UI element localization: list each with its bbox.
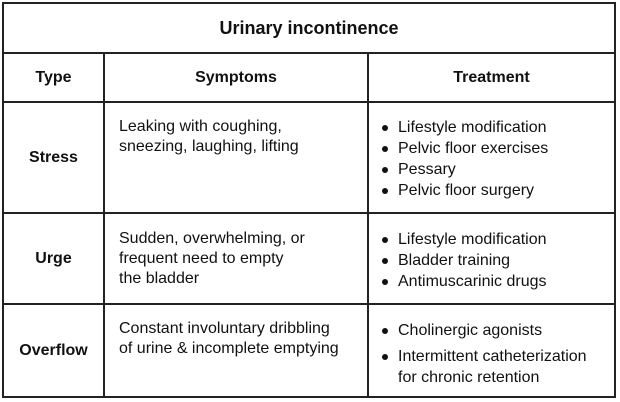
treatment-item: Antimuscarinic drugs [380, 271, 614, 292]
treatment-text: Intermittent catheterization [398, 348, 587, 365]
header-treatment: Treatment [453, 68, 530, 86]
treatment-item: Bladder training [380, 250, 614, 271]
row-type-overflow: Overflow [19, 341, 88, 359]
symptom-line: sneezing, laughing, lifting [119, 138, 299, 155]
treatment-item: Pelvic floor exercises [380, 138, 614, 159]
symptom-line: Constant involuntary dribbling [119, 320, 330, 337]
treatment-item: Cholinergic agonists [380, 320, 614, 341]
treatment-item: Pessary [380, 159, 614, 180]
incontinence-table [2, 2, 616, 398]
symptom-line: Leaking with coughing, [119, 118, 282, 135]
symptom-line: of urine & incomplete emptying [119, 340, 339, 357]
row-treatment-urge [380, 229, 614, 292]
symptom-line: frequent need to empty [119, 250, 284, 267]
column-divider-2 [367, 54, 369, 396]
header-type: Type [35, 68, 72, 86]
row-treatment-overflow [380, 320, 614, 388]
header-symptoms: Symptoms [195, 68, 277, 86]
symptom-line: the bladder [119, 270, 200, 287]
row-treatment-stress [380, 117, 614, 201]
table-title: Urinary incontinence [4, 4, 614, 54]
symptom-line: Sudden, overwhelming, or [119, 230, 305, 247]
row-symptoms-stress [105, 103, 367, 212]
row-symptoms-urge [105, 214, 367, 303]
treatment-item: Lifestyle modification [380, 229, 614, 250]
treatment-item [380, 346, 614, 388]
row-symptoms-overflow [105, 305, 367, 396]
treatment-text-continued: for chronic retention [398, 369, 540, 386]
treatment-item: Lifestyle modification [380, 117, 614, 138]
row-type-urge: Urge [35, 249, 72, 267]
row-type-stress: Stress [29, 148, 78, 166]
treatment-item: Pelvic floor surgery [380, 180, 614, 201]
